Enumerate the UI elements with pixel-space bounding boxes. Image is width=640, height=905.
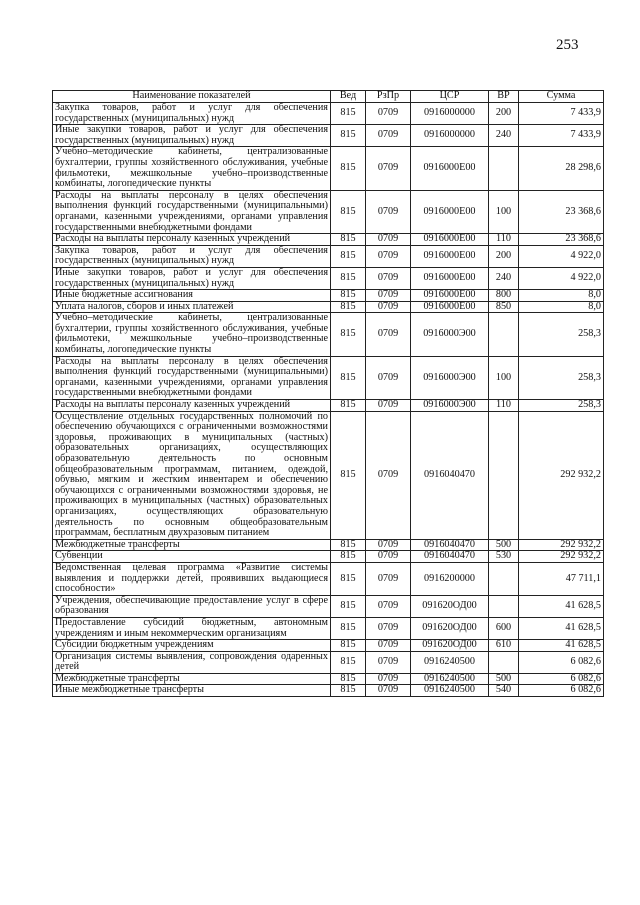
cell-csr: 0916000Е00 (411, 190, 489, 233)
cell-sum: 8,0 (519, 301, 604, 313)
cell-rzpr: 0709 (366, 245, 411, 267)
budget-table (52, 90, 604, 697)
table-row (53, 551, 604, 563)
cell-csr: 091620ОД00 (411, 617, 489, 639)
cell-csr: 0916040470 (411, 551, 489, 563)
cell-ved: 815 (331, 640, 366, 652)
cell-csr: 0916040470 (411, 411, 489, 539)
cell-ved: 815 (331, 356, 366, 399)
cell-rzpr: 0709 (366, 411, 411, 539)
cell-ved: 815 (331, 313, 366, 356)
cell-sum: 4 922,0 (519, 245, 604, 267)
table-row (53, 411, 604, 539)
cell-ved: 815 (331, 400, 366, 412)
cell-vr: 110 (489, 234, 519, 246)
cell-vr (489, 411, 519, 539)
cell-vr: 240 (489, 125, 519, 147)
cell-rzpr: 0709 (366, 290, 411, 302)
cell-sum: 292 932,2 (519, 411, 604, 539)
cell-ved: 815 (331, 617, 366, 639)
page-number: 253 (556, 37, 579, 53)
table-row (53, 356, 604, 399)
cell-csr: 0916040470 (411, 539, 489, 551)
table-row (53, 147, 604, 190)
cell-name: Иные межбюджетные трансферты (53, 685, 331, 697)
cell-rzpr: 0709 (366, 356, 411, 399)
cell-ved: 815 (331, 301, 366, 313)
cell-sum: 6 082,6 (519, 651, 604, 673)
cell-rzpr: 0709 (366, 617, 411, 639)
cell-csr: 0916240500 (411, 673, 489, 685)
cell-name: Расходы на выплаты персоналу казенных учреждений (53, 400, 331, 412)
table-row (53, 400, 604, 412)
cell-name: Расходы на выплаты персоналу казенных учреждений (53, 234, 331, 246)
table-row (53, 617, 604, 639)
cell-name: Ведомственная целевая программа «Развитие системы выявления и поддержки детей, проявивших выдающиеся способности» (53, 562, 331, 595)
cell-vr: 200 (489, 245, 519, 267)
cell-vr: 500 (489, 539, 519, 551)
cell-name: Осуществление отдельных государственных полномочий по обеспечению обучающихся с ограниченными возможностями здоровья, проживающих в муниципальных (частных) образовательных организациях, осуществляющих образовательную деятельность по основным общеобразовательным программам, питанием, одеждой, обувью, мягким и жестким инвентарем и обеспечению обучающихся с ограниченными возможностями здоровья, не проживающих в муниципальных (частных) образовательных организациях, осуществляющих образовательную деятельность по основным общеобразовательным программам, бесплатным двухразовым питанием (53, 411, 331, 539)
cell-rzpr: 0709 (366, 595, 411, 617)
cell-csr: 091620ОД00 (411, 640, 489, 652)
header-name: Наименование показателей (53, 91, 331, 103)
cell-csr: 0916200000 (411, 562, 489, 595)
cell-name: Закупка товаров, работ и услуг для обеспечения государственных (муниципальных) нужд (53, 103, 331, 125)
cell-csr: 0916000000 (411, 125, 489, 147)
table-row (53, 301, 604, 313)
table-row (53, 651, 604, 673)
cell-sum: 258,3 (519, 356, 604, 399)
cell-name: Закупка товаров, работ и услуг для обеспечения государственных (муниципальных) нужд (53, 245, 331, 267)
cell-name: Организация системы выявления, сопровождения одаренных детей (53, 651, 331, 673)
table-row (53, 562, 604, 595)
cell-ved: 815 (331, 234, 366, 246)
cell-vr: 240 (489, 267, 519, 289)
table-row (53, 103, 604, 125)
cell-rzpr: 0709 (366, 125, 411, 147)
cell-csr: 0916240500 (411, 685, 489, 697)
cell-name: Расходы на выплаты персоналу в целях обеспечения выполнения функций государственными (муниципальными) органами, казенными учреждениями, органами управления государственными внебюджетными фондами (53, 356, 331, 399)
cell-csr: 0916000Е00 (411, 234, 489, 246)
cell-name: Учреждения, обеспечивающие предоставление услуг в сфере образования (53, 595, 331, 617)
header-rzpr: РзПр (366, 91, 411, 103)
cell-rzpr: 0709 (366, 640, 411, 652)
cell-ved: 815 (331, 290, 366, 302)
cell-ved: 815 (331, 267, 366, 289)
table-row (53, 595, 604, 617)
cell-vr: 610 (489, 640, 519, 652)
cell-rzpr: 0709 (366, 562, 411, 595)
cell-sum: 258,3 (519, 313, 604, 356)
cell-sum: 41 628,5 (519, 595, 604, 617)
cell-rzpr: 0709 (366, 651, 411, 673)
cell-csr: 091620ОД00 (411, 595, 489, 617)
cell-sum: 47 711,1 (519, 562, 604, 595)
table-row (53, 539, 604, 551)
cell-csr: 0916000Е00 (411, 147, 489, 190)
table-row (53, 640, 604, 652)
cell-csr: 0916000Е00 (411, 301, 489, 313)
cell-rzpr: 0709 (366, 190, 411, 233)
cell-vr: 800 (489, 290, 519, 302)
table-header-row (53, 91, 604, 103)
cell-vr: 100 (489, 356, 519, 399)
cell-name: Иные закупки товаров, работ и услуг для обеспечения государственных (муниципальных) нужд (53, 125, 331, 147)
cell-ved: 815 (331, 685, 366, 697)
cell-rzpr: 0709 (366, 147, 411, 190)
cell-name: Субвенции (53, 551, 331, 563)
cell-ved: 815 (331, 651, 366, 673)
cell-vr (489, 313, 519, 356)
cell-vr (489, 595, 519, 617)
cell-name: Иные закупки товаров, работ и услуг для обеспечения государственных (муниципальных) нужд (53, 267, 331, 289)
cell-csr: 0916000000 (411, 103, 489, 125)
cell-rzpr: 0709 (366, 234, 411, 246)
cell-name: Расходы на выплаты персоналу в целях обеспечения выполнения функций государственными (муниципальными) органами, казенными учреждениями, органами управления государственными внебюджетными фондами (53, 190, 331, 233)
cell-ved: 815 (331, 125, 366, 147)
table-row (53, 290, 604, 302)
table-row (53, 685, 604, 697)
header-vr: ВР (489, 91, 519, 103)
cell-vr: 600 (489, 617, 519, 639)
cell-vr (489, 651, 519, 673)
cell-csr: 0916000Е00 (411, 290, 489, 302)
header-csr: ЦСР (411, 91, 489, 103)
cell-sum: 28 298,6 (519, 147, 604, 190)
cell-sum: 4 922,0 (519, 267, 604, 289)
cell-name: Учебно–методические кабинеты, централизованные бухгалтерии, группы хозяйственного обслуживания, учебные фильмотеки, межшкольные учебно–производственные комбинаты, логопедические пункты (53, 313, 331, 356)
cell-sum: 23 368,6 (519, 234, 604, 246)
cell-ved: 815 (331, 595, 366, 617)
cell-sum: 41 628,5 (519, 617, 604, 639)
cell-rzpr: 0709 (366, 539, 411, 551)
cell-rzpr: 0709 (366, 685, 411, 697)
cell-rzpr: 0709 (366, 673, 411, 685)
cell-rzpr: 0709 (366, 301, 411, 313)
table-row (53, 245, 604, 267)
cell-vr: 850 (489, 301, 519, 313)
table-row (53, 234, 604, 246)
cell-sum: 6 082,6 (519, 673, 604, 685)
cell-rzpr: 0709 (366, 313, 411, 356)
cell-rzpr: 0709 (366, 400, 411, 412)
table-row (53, 313, 604, 356)
cell-ved: 815 (331, 147, 366, 190)
cell-ved: 815 (331, 562, 366, 595)
cell-ved: 815 (331, 245, 366, 267)
cell-name: Иные бюджетные ассигнования (53, 290, 331, 302)
cell-name: Уплата налогов, сборов и иных платежей (53, 301, 331, 313)
cell-sum: 7 433,9 (519, 125, 604, 147)
cell-sum: 292 932,2 (519, 551, 604, 563)
cell-vr (489, 562, 519, 595)
cell-csr: 0916000Э00 (411, 313, 489, 356)
cell-ved: 815 (331, 190, 366, 233)
cell-vr: 100 (489, 190, 519, 233)
cell-rzpr: 0709 (366, 551, 411, 563)
cell-sum: 8,0 (519, 290, 604, 302)
cell-sum: 41 628,5 (519, 640, 604, 652)
cell-name: Межбюджетные трансферты (53, 539, 331, 551)
cell-csr: 0916000Е00 (411, 245, 489, 267)
cell-sum: 292 932,2 (519, 539, 604, 551)
cell-name: Субсидии бюджетным учреждениям (53, 640, 331, 652)
cell-vr: 110 (489, 400, 519, 412)
header-sum: Сумма (519, 91, 604, 103)
cell-name: Учебно–методические кабинеты, централизованные бухгалтерии, группы хозяйственного обслуживания, учебные фильмотеки, межшкольные учебно–производственные комбинаты, логопедические пункты (53, 147, 331, 190)
table-body (53, 103, 604, 697)
table-row (53, 267, 604, 289)
cell-vr (489, 147, 519, 190)
table-row (53, 190, 604, 233)
cell-csr: 0916000Э00 (411, 400, 489, 412)
cell-ved: 815 (331, 551, 366, 563)
header-ved: Вед (331, 91, 366, 103)
cell-sum: 258,3 (519, 400, 604, 412)
cell-rzpr: 0709 (366, 267, 411, 289)
cell-vr: 540 (489, 685, 519, 697)
cell-csr: 0916240500 (411, 651, 489, 673)
table-row (53, 125, 604, 147)
table-row (53, 673, 604, 685)
cell-ved: 815 (331, 103, 366, 125)
cell-sum: 7 433,9 (519, 103, 604, 125)
cell-ved: 815 (331, 539, 366, 551)
cell-vr: 200 (489, 103, 519, 125)
cell-ved: 815 (331, 411, 366, 539)
cell-vr: 530 (489, 551, 519, 563)
cell-name: Предоставление субсидий бюджетным, автономным учреждениям и иным некоммерческим организациям (53, 617, 331, 639)
cell-sum: 6 082,6 (519, 685, 604, 697)
cell-rzpr: 0709 (366, 103, 411, 125)
cell-csr: 0916000Е00 (411, 267, 489, 289)
cell-vr: 500 (489, 673, 519, 685)
cell-csr: 0916000Э00 (411, 356, 489, 399)
cell-name: Межбюджетные трансферты (53, 673, 331, 685)
cell-ved: 815 (331, 673, 366, 685)
cell-sum: 23 368,6 (519, 190, 604, 233)
